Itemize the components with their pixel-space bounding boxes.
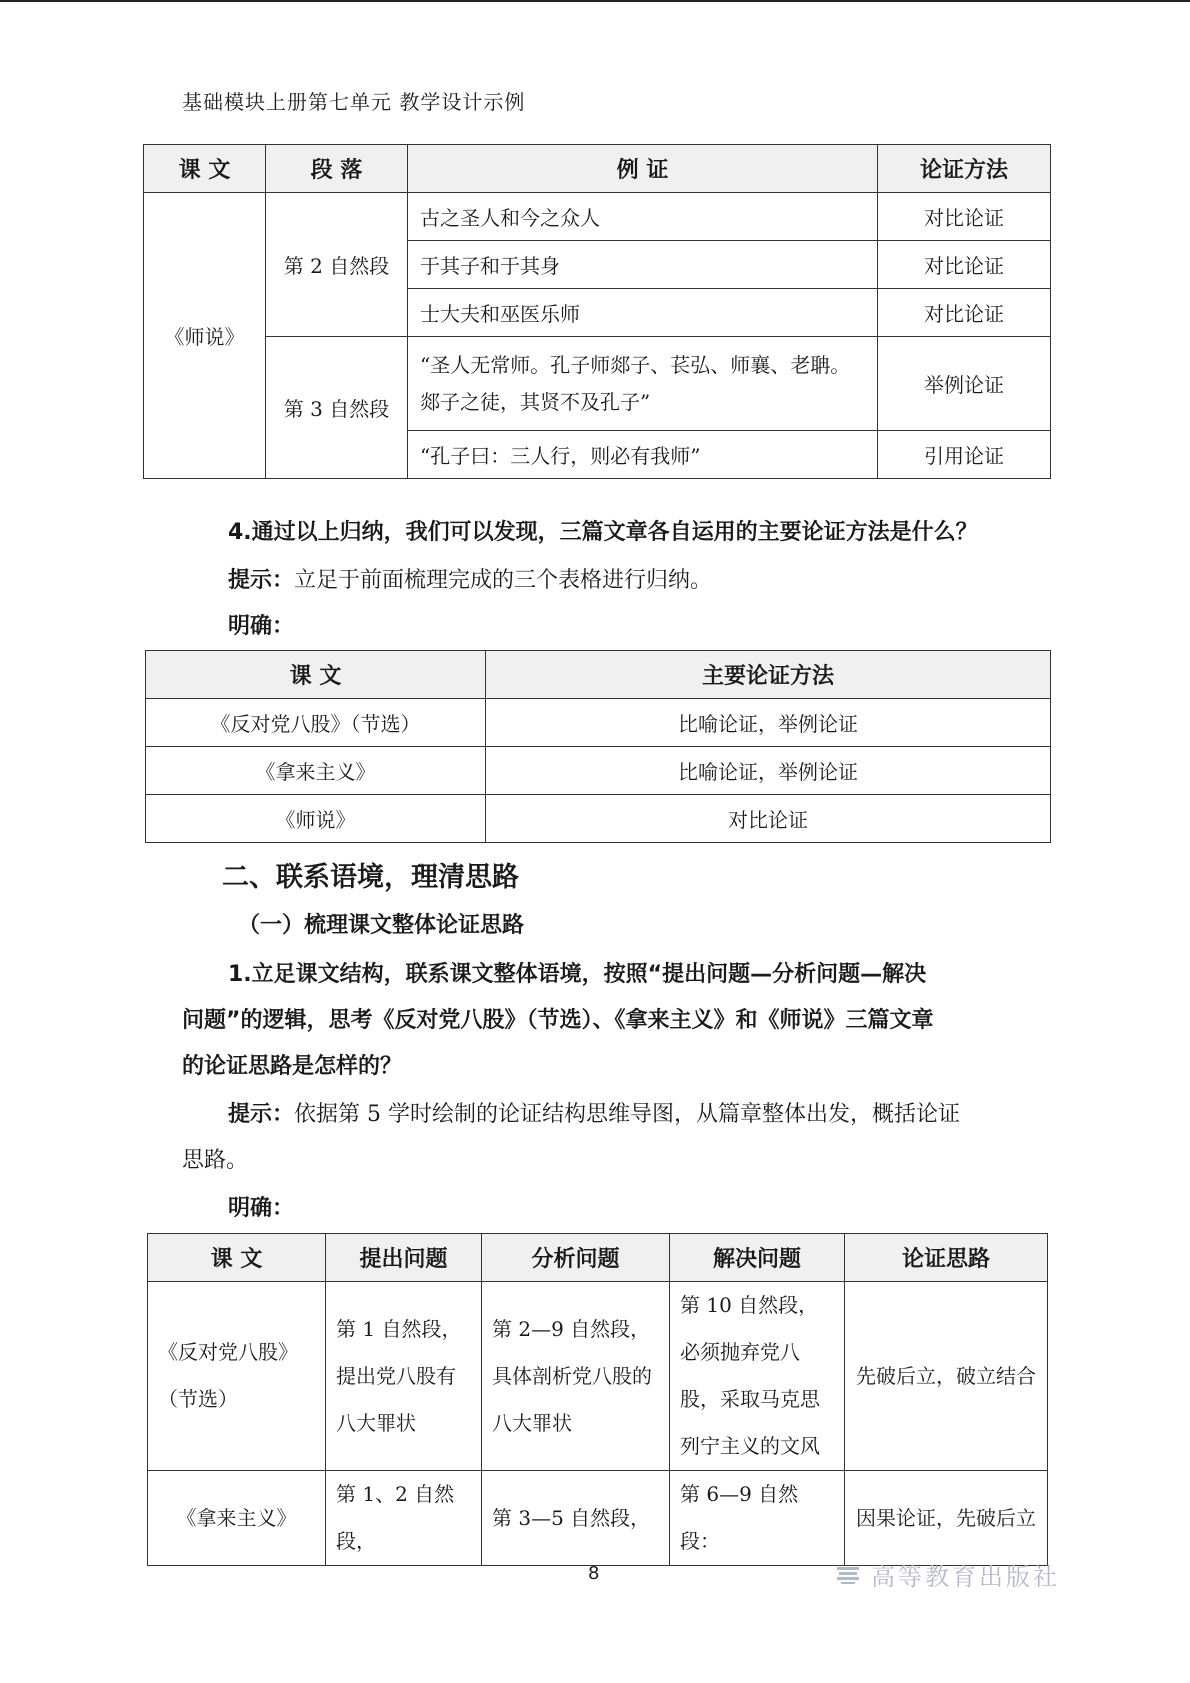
table-header-row — [146, 651, 1051, 699]
method-cell: 对比论证 — [878, 289, 1051, 337]
header-cell: 课 文 — [146, 651, 486, 699]
argument-structure-table — [147, 1233, 1048, 1566]
paragraph-cell: 第 3 自然段 — [266, 337, 408, 479]
question-1-line-3: 的论证思路是怎样的？ — [182, 1054, 403, 1079]
section-heading: 二、联系语境，理清思路 — [222, 862, 519, 893]
publisher-logo — [835, 1557, 1060, 1592]
answer-label: 明确： — [228, 614, 295, 639]
text-title-cell: 《拿来主义》 — [148, 1471, 326, 1566]
method-cell: 比喻论证，举例论证 — [486, 747, 1051, 795]
hint-1 — [228, 1092, 960, 1138]
method-cell: 比喻论证，举例论证 — [486, 699, 1051, 747]
raise-problem-cell: 第 1 自然段，提出党八股有八大罪状 — [326, 1282, 482, 1471]
hint-1-line-2: 思路。 — [182, 1148, 249, 1173]
method-cell: 对比论证 — [878, 241, 1051, 289]
question-1-line-2: 问题”的逻辑，思考《反对党八股》（节选）、《拿来主义》和《师说》三篇文章 — [182, 1008, 934, 1033]
publisher-name: 高等教育出版社 — [871, 1563, 1060, 1591]
answer-label: 明确： — [228, 1196, 295, 1221]
solve-problem-cell: 第 10 自然段，必须抛弃党八股，采取马克思列宁主义的文风 — [670, 1282, 845, 1471]
hint-text: 依据第 5 学时绘制的论证结构思维导图，从篇章整体出发，概括论证 — [294, 1102, 961, 1127]
text-title-cell: 《师说》 — [144, 193, 266, 479]
header-cell: 提出问题 — [326, 1234, 482, 1282]
example-cell: “圣人无常师。孔子师郯子、苌弘、师襄、老聃。郯子之徒，其贤不及孔子” — [408, 337, 878, 431]
header-cell: 分析问题 — [482, 1234, 670, 1282]
main-methods-table — [145, 650, 1051, 843]
hint-text: 立足于前面梳理完成的三个表格进行归纳。 — [294, 568, 713, 593]
approach-cell: 先破后立，破立结合 — [845, 1282, 1048, 1471]
table-header-row — [144, 145, 1051, 193]
table-row — [144, 337, 1051, 431]
analyze-problem-cell: 第 2—9 自然段，具体剖析党八股的八大罪状 — [482, 1282, 670, 1471]
header-cell: 课 文 — [148, 1234, 326, 1282]
example-cell: 士大夫和巫医乐师 — [408, 289, 878, 337]
table-row — [148, 1471, 1048, 1566]
header-cell: 论证方法 — [878, 145, 1051, 193]
method-cell: 对比论证 — [486, 795, 1051, 843]
solve-problem-cell: 第 6—9 自然段： — [670, 1471, 845, 1566]
approach-cell: 因果论证，先破后立 — [845, 1471, 1048, 1566]
table-row — [144, 193, 1051, 241]
header-cell: 课 文 — [144, 145, 266, 193]
header-cell: 解决问题 — [670, 1234, 845, 1282]
table-row — [148, 1282, 1048, 1471]
text-title-cell: 《拿来主义》 — [146, 747, 486, 795]
argument-method-table-shishuo — [143, 144, 1051, 479]
publisher-emblem-icon — [835, 1564, 861, 1586]
running-header: 基础模块上册第七单元 教学设计示例 — [182, 90, 526, 114]
example-cell: “孔子曰：三人行，则必有我师” — [408, 431, 878, 479]
header-cell: 主要论证方法 — [486, 651, 1051, 699]
hint-4 — [228, 558, 712, 604]
example-cell: 于其子和于其身 — [408, 241, 878, 289]
method-cell: 举例论证 — [878, 337, 1051, 431]
header-cell: 段 落 — [266, 145, 408, 193]
table-header-row — [148, 1234, 1048, 1282]
table-row — [146, 795, 1051, 843]
paragraph-cell: 第 2 自然段 — [266, 193, 408, 337]
header-cell: 论证思路 — [845, 1234, 1048, 1282]
page-number: 8 — [588, 1563, 600, 1584]
example-cell: 古之圣人和今之众人 — [408, 193, 878, 241]
question-4: 4.通过以上归纳，我们可以发现，三篇文章各自运用的主要论证方法是什么？ — [228, 520, 978, 545]
top-rule — [0, 0, 1190, 2]
subsection-heading: （一）梳理课文整体论证思路 — [238, 913, 525, 938]
hint-label: 提示： — [228, 568, 295, 593]
table-row — [146, 747, 1051, 795]
hint-label: 提示： — [228, 1102, 295, 1127]
raise-problem-cell: 第 1、2 自然段， — [326, 1471, 482, 1566]
analyze-problem-cell: 第 3—5 自然段， — [482, 1471, 670, 1566]
method-cell: 引用论证 — [878, 431, 1051, 479]
text-title-cell: 《反对党八股》（节选） — [148, 1282, 326, 1471]
header-cell: 例 证 — [408, 145, 878, 193]
table-row — [146, 699, 1051, 747]
text-title-cell: 《反对党八股》（节选） — [146, 699, 486, 747]
text-title-cell: 《师说》 — [146, 795, 486, 843]
question-1-line-1: 1.立足课文结构，联系课文整体语境，按照“提出问题—分析问题—解决 — [228, 962, 927, 987]
method-cell: 对比论证 — [878, 193, 1051, 241]
